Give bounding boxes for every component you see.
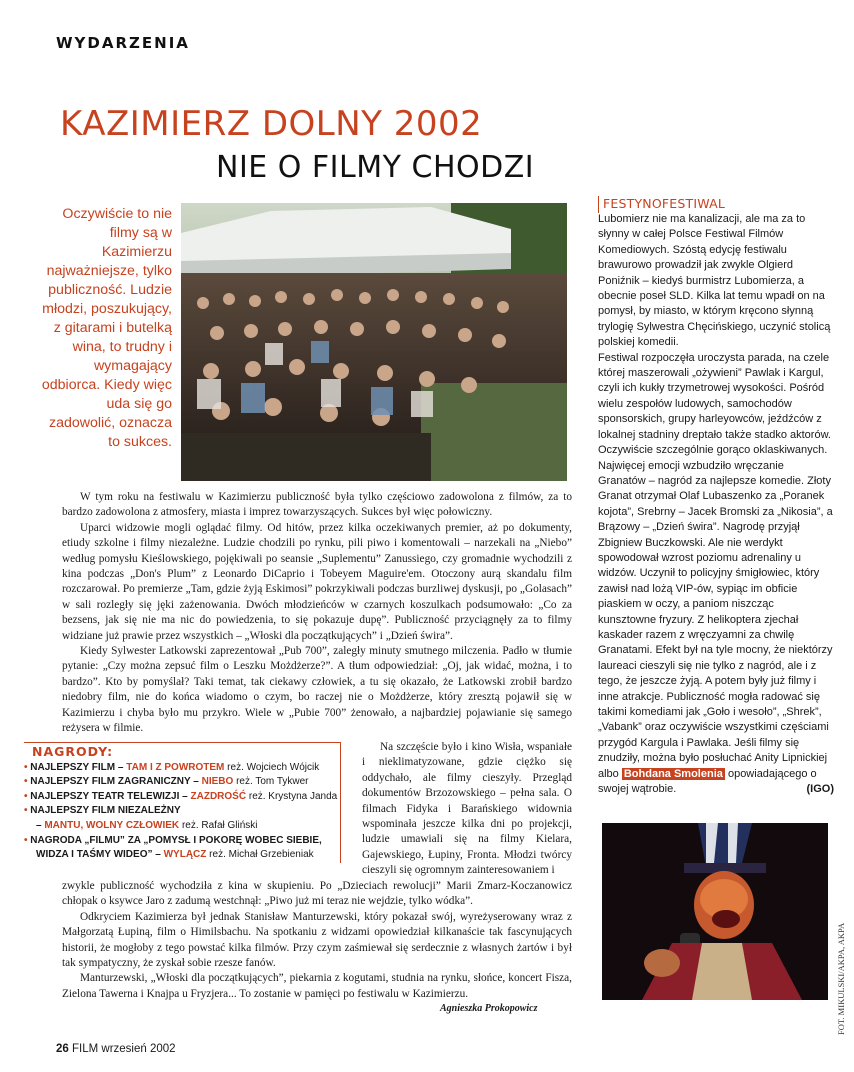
body-paragraph: Kiedy Sylwester Latkowski zaprezentował „Pub 700”, zaległy minuty smutnego milczenia. Padło w tłumie pytanie: „Czy można zepsuć film o Leszku Możdżerze?”. A tłum odpowiedział: „Oj, jak widać, można, i to bardzo”. Kto by pomyślał? Taki temat, tak ciekawy człowiek, a tu się okazało, że Latkowski zrobił bardzo niedobry film, nie do końca wiadomo o czym, bo raczej nie o Możdżerze, który zresztą pojawił się w Kazimierzu i chyba było mu przykro. Wiele w „Pubie 700” żenowało, a najbardziej pojawianie się samego reżysera w filmie. [62, 645, 572, 735]
sidebar-paragraph: Lubomierz nie ma kanalizacji, ale ma za to słynny w całej Polsce Festiwal Filmów Komediowych. Szóstą edycję festiwalu brawurowo prowadził jak zwykle Olgierd Poniźnik – kiedyś burmistrz Lubomierza, a obecnie poseł SLD. Kilka lat temu wpadł on na pomysł, by miasto, w którym kręcono słynną trylogię Sylwestra Chęcińskiego, uczynić stolicą polskiej komedii. [598, 213, 831, 349]
award-item: • NAJLEPSZY TEATR TELEWIZJI – ZAZDROŚĆ reż. Krystyna Janda [24, 790, 338, 802]
article-lead: Oczywiście to nie filmy są w Kazimierzu najważniejsze, tylko publiczność. Ludzie młodzi, poszukujący, z gitarami i butelką wina, to trudny i wymagający odbiorca. Kiedy więc uda się go zadowolić, oznacza to sukces. [41, 206, 172, 450]
audience-photo-drawing [181, 203, 567, 481]
sidebar-paragraph: Festiwal rozpoczęła uroczysta parada, na czele której maszerowali „ożywieni” Pawlak i Kargul, czyli ich kukły trzymetrowej wysokości. Pośród wielu zespołów ludowych, samochodów sponsorskich, grupy harleyowców, jeźdźców z lokalnej stadniny dreptało także stadko aktorów. Oczywiście szczególnie gorąco oklaskiwanych. [598, 351, 831, 457]
page-footer [56, 1043, 176, 1055]
article-author: Agnieszka Prokopowicz [440, 1003, 538, 1014]
award-item: • NAJLEPSZY FILM NIEZALEŻNY [24, 805, 181, 817]
awards-title: NAGRODY: [32, 744, 114, 759]
sidebar-signature: (IGO) [806, 783, 834, 796]
sidebar-text-end: opowiadającego o swojej wątrobie. [598, 767, 817, 796]
body-paragraph: Na szczęście było i kino Wisła, wspaniałe i nieklimatyzowane, gdzie ciężko się oddychało, ale filmy cieszyły. Przegląd dokumentów Brzozowskiego – pełna sala. O filmach Fidyka i Barańskiego widownia wspominała jeszcze kilka dni po projekcji, ludzie umawiali się na filmy Kielara, Gajewskiego, Łupiny, Fronta. Młodzi twórcy cieszyli się ogromnym zainteresowaniem i [362, 741, 572, 877]
sidebar-text: Najwięcej emocji wzbudziło wręczanie Granatów – nagród za najlepsze komedie. Złoty Granat otrzymał Olaf Lubaszenko za „Poranek kojota”, Srebrny – Jacek Bromski za „Nikosia”, a Brązowy – „Dzień świra”. Nagrodę przyjął Zbigniew Buczkowski. Ale nie werdykt spowodował wzrost poziomu adrenaliny u widzów. Uczynił to policyjny śmigłowiec, który zawisł nad lożą VIP-ów, sypiąc im obficie piaskiem w oczy, a paniom niszcząc kunsztowne fryzury. Z helikoptera zjechał kaskader razem z wręczyamni za chwilę Granatami. Efekt był na tyle mocny, że niektórzy laureaci cieszyli się nie tylko z nagród, ale i z tego, że jeszcze żyją. A potem były już filmy i inne atrakcje. Publiczność mogła radować się takimi komediami jak „Goło i wesoło”, „Shrek”, „Vabank” oraz oczywiście wszystkimi częściami przygód Kargula i Pawlaka. Jeśli filmy się znudziły, można było posłuchać Anity Lipnickiej albo [598, 459, 833, 780]
award-item-cont: WIDZA I TAŚMY WIDEO” – WYLĄCZ reż. Michał Grzebieniak [36, 849, 314, 861]
article-body-right [362, 740, 572, 879]
award-item: • NAJLEPSZY FILM ZAGRANICZNY – NIEBO reż. Tom Tykwer [24, 776, 309, 788]
issue-date: wrzesień 2002 [101, 1043, 176, 1055]
article-title: KAZIMIERZ DOLNY 2002 [60, 104, 483, 144]
award-item-cont: – MANTU, WOLNY CZŁOWIEK reż. Rafał Gliński [36, 819, 258, 831]
highlighted-name: Bohdana Smolenia [623, 767, 723, 780]
body-paragraph: Odkryciem Kazimierza był jednak Stanisław Manturzewski, który pokazał swój, wyreżyserowany wraz z Małgorzatą Łupiną, film o Himilsbachu. Na spotkaniu z widzami opowiedział kilkanaście tak fascynujących historii, że mogłoby z tego powstać kilka filmów. Przy czym zaśmiewał się serdecznie z własnych żartów i był tak sympatyczny, że zyskał sobie rzesze fanów. [62, 910, 572, 970]
sidebar-box [598, 212, 834, 797]
audience-photo [181, 203, 567, 481]
section-label: WYDARZENIA [56, 34, 190, 52]
body-paragraph: W tym roku na festiwalu w Kazimierzu publiczność była tylko częściowo zadowolona z filmów, za to bardzo zadowolona z atmosfery, miasta i imprez towarzyszących. Sukces był więc połowiczny. [62, 491, 572, 519]
article-subtitle: NIE O FILMY CHODZI [216, 150, 535, 185]
body-paragraph: Manturzewski, „Włoski dla początkujących”, piekarnia z kogutami, studnia na rynku, słońce, koncert Fisza, Zielona Tawerna i Knajpa u Fryzjera... To zostanie w pamięci po festiwalu w Kazimierzu. [62, 972, 572, 1000]
sidebar-title: FESTYNOFESTIWAL [598, 196, 839, 213]
awards-box [24, 742, 341, 863]
award-item: • NAJLEPSZY FILM – TAM I Z POWROTEM reż. Wojciech Wójcik [24, 761, 320, 773]
sidebar-paragraph [598, 459, 834, 798]
photo-credit: FOT. MIKULSKI/AKPA, AKPA [836, 922, 846, 1035]
performer-photo [602, 823, 828, 1000]
body-paragraph: zwykle publiczność wychodziła z kina w skupieniu. Po „Dzieciach rewolucji” Marii Zmarz-Koczanowicz chłopak o ksywce Jaro z zadumą westchnął: „Piwo już mi teraz nie wejdzie, tylko wódka”. [62, 880, 572, 908]
magazine-name: FILM [72, 1043, 99, 1055]
body-paragraph: Uparci widzowie mogli oglądać filmy. Od hitów, przez kilka oczekiwanych premier, aż po dokumenty, etiudy szkolne i filmy niezależne. Ludzie chodzili po rynku, pili piwo i komentowali – narzekali na „Niebo” według pomysłu Kieślowskiego, pojękiwali po seansie „Suplementu” Zanussiego, czy gromadnie wychodzili z kina podczas „Don's Plum” z Leonardo DiCaprio i Tobeyem Maguire'em. Otoczony aurą skandalu film rozczarował. Po premierze „Tam, gdzie żyją Eskimosi” pokrzykiwali podczas burzliwej dyskusji, po „Golasach” w sali rozległy się jęki zażenowania. Dwóch młodzieńców w czarnych koszulkach podsumowało: „Co za bezsens, jak się nie ma nic do powiedzenia, to się pokazuje dupę”. Publiczność przyciągnęły za to filmy widziane już prawie przez wszystkich – „Włoski dla początkujących” i „Dzień świra”. [62, 521, 572, 642]
page-number: 26 [56, 1043, 69, 1055]
article-body-bottom [62, 879, 572, 1002]
award-item: • NAGRODA „FILMU” ZA „POMYSŁ I POKORĘ WOBEC SIEBIE, [24, 834, 322, 846]
article-body [62, 490, 572, 737]
performer-photo-drawing [602, 823, 828, 1000]
